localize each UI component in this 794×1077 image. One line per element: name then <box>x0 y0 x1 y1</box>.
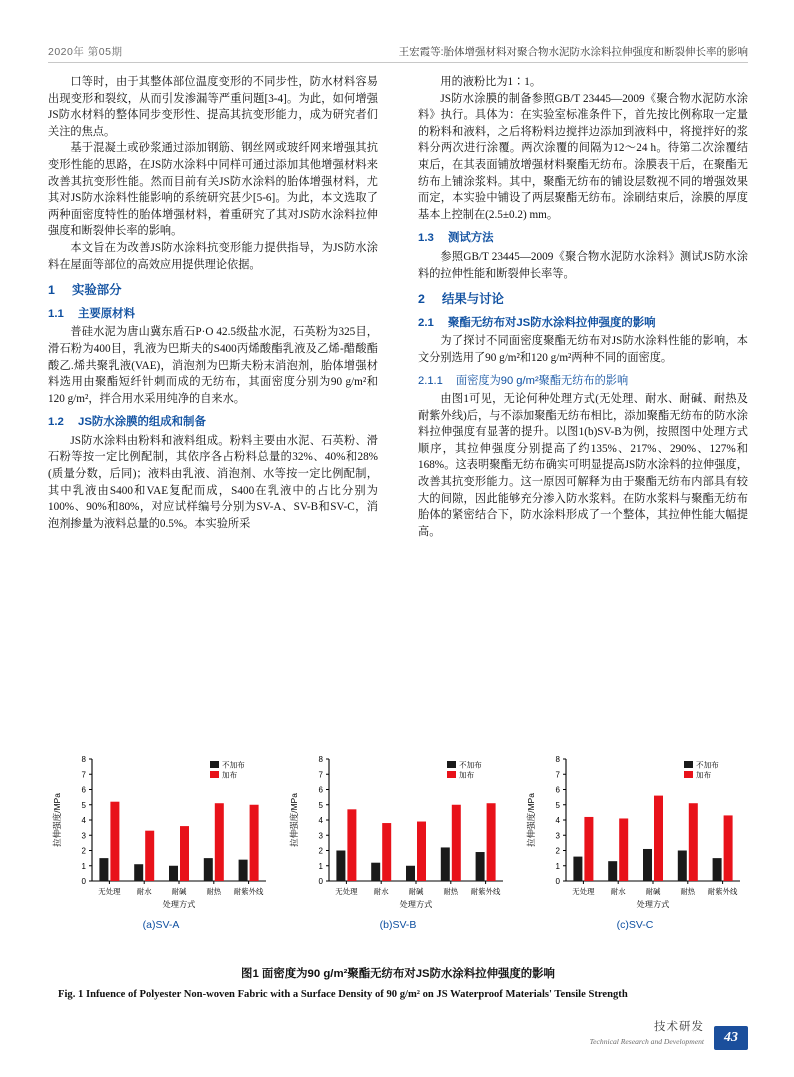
svg-text:6: 6 <box>81 785 86 795</box>
svg-text:耐紫外线: 耐紫外线 <box>707 887 738 896</box>
svg-text:耐热: 耐热 <box>206 887 222 896</box>
panel-label-a: (a)SV-A <box>142 919 180 931</box>
issue-label: 2020年 第05期 <box>48 46 123 58</box>
bar-chart <box>285 745 511 915</box>
figure-panels <box>48 745 748 931</box>
figure-caption-cn: 图1 面密度为90 g/m²聚酯无纺布对JS防水涂料拉伸强度的影响 <box>241 968 555 980</box>
svg-text:3: 3 <box>555 831 560 841</box>
subsubsection-heading-2-1-1 <box>418 373 748 390</box>
svg-text:不加布: 不加布 <box>222 760 245 770</box>
subsubsection-title: 面密度为90 g/m²聚酯无纺布的影响 <box>456 374 629 387</box>
section-title: 结果与讨论 <box>442 292 504 307</box>
subsection-number: 1.2 <box>48 416 64 429</box>
paragraph: 为了探讨不同面密度聚酯无纺布对JS防水涂料性能的影响，本文分别选用了90 g/m²和120 g/m²两种不同的面密度。 <box>418 335 748 364</box>
svg-text:8: 8 <box>318 755 323 764</box>
svg-text:4: 4 <box>555 816 560 825</box>
svg-text:耐水: 耐水 <box>610 887 626 896</box>
footer-section-cn: 技术研发 <box>654 1021 704 1033</box>
bar <box>204 858 213 881</box>
svg-text:5: 5 <box>81 800 86 810</box>
bar <box>110 802 119 881</box>
bar <box>250 805 259 881</box>
svg-text:不加布: 不加布 <box>696 760 719 770</box>
svg-text:耐紫外线: 耐紫外线 <box>233 887 264 896</box>
right-column <box>418 74 748 540</box>
subsection-title: 主要原材料 <box>78 307 135 320</box>
svg-text:4: 4 <box>81 816 86 825</box>
left-column <box>48 74 378 532</box>
svg-text:3: 3 <box>81 831 86 841</box>
panel-label-b: (b)SV-B <box>379 919 417 931</box>
paragraph: 普硅水泥为唐山冀东盾石P·O 42.5级盐水泥，石英粉为325目，滑石粉为400目，乳液为巴斯夫的S400丙烯酸酯乳液及乙烯-醋酸酯酸乙.烯共聚乳液(VAE)，消泡剂为巴斯夫粉末消泡剂，胎体增强材料选用由聚酯短纤针刺而成的无纺布，其面密度分别为90 g/m²和120 g/m²，拌合用水采用纯净的自来水。 <box>48 326 378 405</box>
bar <box>169 866 178 881</box>
figure-panel-b <box>285 745 511 931</box>
svg-text:8: 8 <box>81 755 86 764</box>
paragraph: 本文旨在为改善JS防水涂料抗变形能力提供指导，为JS防水涂料在屋面等部位的高效应用提供理论依据。 <box>48 241 378 271</box>
svg-text:加布: 加布 <box>222 770 238 780</box>
svg-text:7: 7 <box>81 770 86 780</box>
svg-text:8: 8 <box>555 755 560 764</box>
svg-text:6: 6 <box>555 785 560 795</box>
svg-text:耐水: 耐水 <box>373 887 389 896</box>
paragraph: 口等时，由于其整体部位温度变形的不同步性，防水材料容易出现变形和裂纹，从而引发渗漏等严重问题[3-4]。为此，如何增强JS防水材料的整体同步变形性、提高其抗变形能力，成为研究者们关注的焦点。 <box>48 76 378 138</box>
bar-chart <box>522 745 748 915</box>
subsection-number: 1.3 <box>418 232 434 245</box>
header-divider <box>48 62 748 63</box>
svg-text:耐水: 耐水 <box>136 887 152 896</box>
svg-text:加布: 加布 <box>696 770 712 780</box>
bar <box>678 851 687 882</box>
subsubsection-number: 2.1.1 <box>418 374 443 387</box>
section-heading-1 <box>48 282 378 299</box>
svg-text:拉伸强度/MPa: 拉伸强度/MPa <box>289 793 299 847</box>
bar <box>573 857 582 881</box>
chart-a <box>48 745 274 915</box>
svg-text:0: 0 <box>81 877 86 886</box>
paragraph: JS防水涂料由粉料和液料组成。粉料主要由水泥、石英粉、滑石粉等按一定比例配制，其依序各占粉料总量的32%、40%和28%(质量分数，后同)；液料由乳液、消泡剂、水等按一定比例配制，其中乳液由S400和VAE复配而成，S400在乳液中的占比分别为100%、90%和80%，对应试样编号分别为SV-A、SV-B和SV-C，消泡剂掺量为液料总量的0.5%。本实验所采 <box>48 434 378 530</box>
figure-panel-a <box>48 745 274 931</box>
svg-text:处理方式: 处理方式 <box>399 900 433 909</box>
bar <box>336 851 345 882</box>
figure-caption-en: Fig. 1 Infuence of Polyester Non-woven Fabric with a Surface Density of 90 g/m² on JS Waterproof Materials' Tensile Strength <box>58 989 628 1000</box>
svg-text:不加布: 不加布 <box>459 760 482 770</box>
svg-text:1: 1 <box>81 861 86 871</box>
chart-b <box>285 745 511 915</box>
bar <box>487 803 496 881</box>
bar <box>724 815 733 881</box>
bar <box>215 803 224 881</box>
bar <box>608 861 617 881</box>
svg-text:处理方式: 处理方式 <box>162 900 196 909</box>
panel-label-c: (c)SV-C <box>616 919 654 931</box>
running-head <box>48 44 748 62</box>
svg-text:2: 2 <box>555 846 560 856</box>
bar <box>347 809 356 881</box>
bar <box>99 858 108 881</box>
paragraph: 由图1可见，无论何种处理方式(无处理、耐水、耐碱、耐热及耐紫外线)后，与不添加聚酯无纺布相比，添加聚酯无纺布的防水涂料拉伸强度有显著的提升。以图1(b)SV-B为例，按照图中处理方式顺序，其拉伸强度分别提高了约135%、217%、290%、127%和168%。这表明聚酯无纺布确实可明显提高JS防水涂料的拉伸强度，改善其抗变形能力。这一原因可解释为由于聚酯无纺布内部具有较大的间隙，因此能够充分渗入防水浆料。在防水浆料与聚酯无纺布胎体的紧密结合下，防水涂料形成了一个整体，其拉伸性能大幅提高。 <box>418 393 748 538</box>
bar <box>239 860 248 881</box>
svg-text:6: 6 <box>318 785 323 795</box>
svg-text:耐碱: 耐碱 <box>645 887 661 896</box>
bar <box>689 803 698 881</box>
section-title: 实验部分 <box>72 283 122 298</box>
svg-text:拉伸强度/MPa: 拉伸强度/MPa <box>52 793 62 847</box>
svg-text:2: 2 <box>81 846 86 856</box>
svg-text:1: 1 <box>318 861 323 871</box>
svg-text:2: 2 <box>318 846 323 856</box>
bar <box>134 864 143 881</box>
svg-text:5: 5 <box>318 800 323 810</box>
svg-text:拉伸强度/MPa: 拉伸强度/MPa <box>526 793 536 847</box>
svg-text:1: 1 <box>555 861 560 871</box>
svg-text:7: 7 <box>555 770 560 780</box>
bar <box>441 847 450 881</box>
svg-text:3: 3 <box>318 831 323 841</box>
paragraph: JS防水涂膜的制备参照GB/T 23445—2009《聚合物水泥防水涂料》执行。具体为：在实验室标准条件下，首先按比例称取一定量的粉料和液料，之后将粉料边搅拌边添加到液料中，将搅拌好的浆料分两次进行涂覆。两次涂覆的间隔为12～24 h。待第二次涂覆结束后，在其表面铺放增强材料聚酯无纺布。涂膜表干后，在聚酯无纺布上铺涂浆料。其中，聚酯无纺布的铺设层数视不同的增强效果而定，本实验中铺设了两层聚酯无纺布。涂刷结束后，涂膜的厚度基本上控制在(2.5±0.2) mm。 <box>418 92 748 221</box>
bar <box>619 818 628 881</box>
svg-text:无处理: 无处理 <box>572 887 595 896</box>
svg-text:5: 5 <box>555 800 560 810</box>
svg-text:7: 7 <box>318 770 323 780</box>
subsection-title: 聚酯无纺布对JS防水涂料拉伸强度的影响 <box>448 316 656 329</box>
svg-text:耐紫外线: 耐紫外线 <box>470 887 501 896</box>
subsection-title: 测试方法 <box>448 232 494 245</box>
svg-text:耐热: 耐热 <box>443 887 459 896</box>
svg-text:0: 0 <box>318 877 323 886</box>
bar <box>584 817 593 881</box>
bar <box>713 858 722 881</box>
figure-caption <box>48 965 748 1002</box>
paragraph: 参照GB/T 23445—2009《聚合物水泥防水涂料》测试JS防水涂料的拉伸性能和断裂伸长率等。 <box>418 250 748 280</box>
svg-text:0: 0 <box>555 877 560 886</box>
svg-text:耐碱: 耐碱 <box>171 887 187 896</box>
subsection-number: 1.1 <box>48 307 64 320</box>
chart-c <box>522 745 748 915</box>
bar <box>654 796 663 881</box>
bar <box>406 866 415 881</box>
svg-text:无处理: 无处理 <box>335 887 358 896</box>
bar <box>452 805 461 881</box>
subsection-heading-1-1 <box>48 306 378 323</box>
subsection-number: 2.1 <box>418 316 434 329</box>
svg-text:无处理: 无处理 <box>98 887 121 896</box>
section-number: 2 <box>418 292 425 307</box>
bar <box>417 822 426 881</box>
bar <box>180 826 189 881</box>
figure-panel-c <box>522 745 748 931</box>
paragraph: 用的液粉比为1∶1。 <box>440 76 542 88</box>
bar <box>476 852 485 881</box>
subsection-title: JS防水涂膜的组成和制备 <box>78 416 206 429</box>
subsection-heading-2-1 <box>418 315 748 332</box>
bar <box>382 823 391 881</box>
bar <box>643 849 652 881</box>
paragraph: 基于混凝土或砂浆通过添加钢筋、钢丝网或玻纤网来增强其抗变形性能的思路，在JS防水涂料中同样可通过添加其他增强材料来改善其抗变形性能。然而目前有关JS防水涂料的胎体增强材料，尤其对JS防水涂料性能影响的系统研究甚少[5-6]。为此，本文选取了两种面密度特性的胎体增强材料，着重研究了其对JS防水涂料拉伸强度和断裂伸长率的影响。 <box>48 142 378 238</box>
svg-text:耐碱: 耐碱 <box>408 887 424 896</box>
bar-chart <box>48 745 274 915</box>
footer-section-en: Technical Research and Development <box>589 1037 704 1046</box>
bar <box>371 863 380 881</box>
bar <box>145 831 154 881</box>
svg-text:处理方式: 处理方式 <box>636 900 670 909</box>
svg-text:加布: 加布 <box>459 770 475 780</box>
subsection-heading-1-2 <box>48 414 378 431</box>
svg-text:耐热: 耐热 <box>680 887 696 896</box>
section-heading-2 <box>418 291 748 308</box>
page-number: 43 <box>714 1026 748 1050</box>
svg-text:4: 4 <box>318 816 323 825</box>
article-title-head: 王宏霞等:胎体增强材料对聚合物水泥防水涂料拉伸强度和断裂伸长率的影响 <box>398 46 748 58</box>
subsection-heading-1-3 <box>418 230 748 247</box>
section-number: 1 <box>48 283 55 298</box>
page-footer <box>48 1018 748 1058</box>
